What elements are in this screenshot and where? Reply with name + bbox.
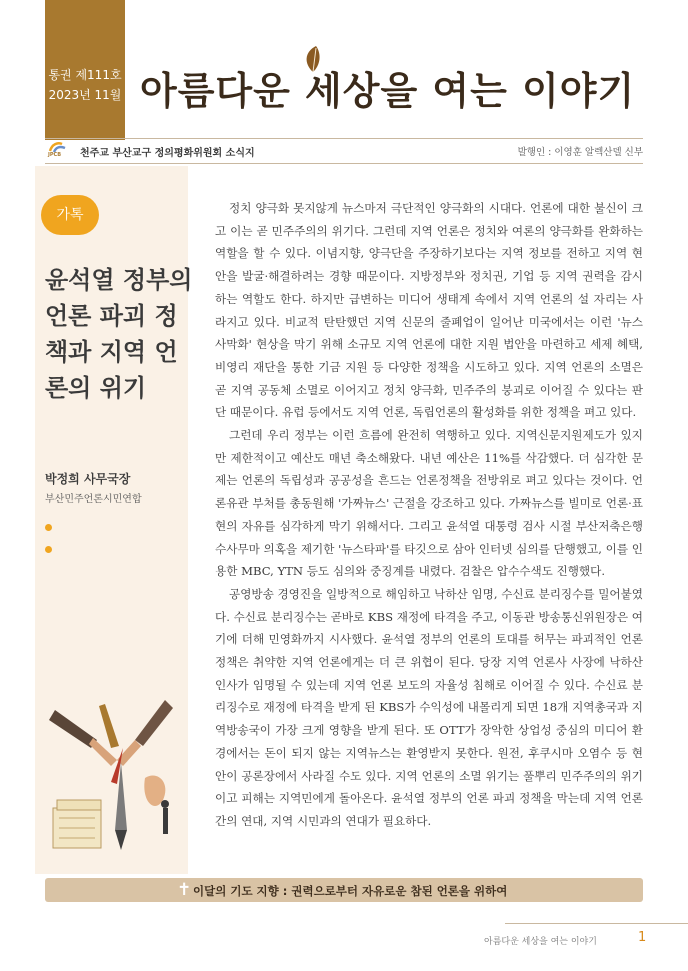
bullet-dot xyxy=(45,546,52,553)
author-affiliation: 부산민주언론시민연합 xyxy=(45,494,142,505)
author-name: 박정희 사무국장 xyxy=(45,472,131,486)
illustration xyxy=(45,690,185,860)
org-name: 천주교 부산교구 정의평화위원회 소식지 xyxy=(80,148,255,159)
article-body xyxy=(215,197,643,833)
prayer-intention-text: 이달의 기도 지향 : 권력으로부터 자유로운 참된 언론을 위하여 xyxy=(193,884,508,898)
article-paragraph: 공영방송 경영진을 일방적으로 해임하고 낙하산 임명, 수신료 분리징수를 밀어붙였다. 수신료 분리징수는 곧바로 KBS 재정에 타격을 주고, 이동관 방송통신위원장은 여기에 더해 민영화까지 시사했다. 윤석열 정부의 언론의 토대를 허무는 파괴적인 언론정책은 취약한 지역 언론에게는 더 큰 위협이 된다. 당장 지역 언론사 사장에 낙하산 인사가 임명될 수 있는데 지역 언론 보도의 자율성 침해로 이어질 수 있다. 수신료 분리징수로 재정에 타격을 받게 된 KBS가 수익성에 내몰리게 되면 18개 지역총국과 지역방송국이 가장 크게 영향을 받게 된다. 또 OTT가 장악한 상업성 중심의 미디어 환경에서는 돈이 되지 않는 지역뉴스는 환영받지 못한다. 원전, 후쿠시마 오염수 등 현안이 공론장에서 사라질 수도 있다. 지역 언론의 소멸 위기는 풀뿌리 민주주의의 위기이고 피해는 지역민에게 돌아온다. 윤석열 정부의 언론 파괴 정책을 막는데 지역 언론 간의 연대, 지역 시민과의 연대가 필요하다. xyxy=(215,586,643,828)
masthead-title: 아름다운 세상을 여는 이야기 xyxy=(140,68,636,113)
article-paragraph: 그런데 우리 정부는 이런 흐름에 완전히 역행하고 있다. 지역신문지원제도가 있지만 제한적이고 예산도 매년 축소해왔다. 내년 예산은 11%를 삭감했다. 더 심각한 문제는 언론의 독립성과 공공성을 흔드는 언론정책을 전방위로 펴고 있다는 것이다. 언론유관 부처를 총동원해 '가짜뉴스' 근절을 강조하고 있다. 가짜뉴스를 빌미로 언론·표현의 자유를 심각하게 막기 위해서다. 그리고 윤석열 대통령 검사 시절 부산저축은행 수사무마 의혹을 제기한 '뉴스타파'를 타깃으로 삼아 인터넷 심의를 단행했고, 이를 인용한 MBC, YTN 등도 심의와 중징계를 내렸다. 검찰은 압수수색도 진행했다. xyxy=(215,428,643,579)
header-divider xyxy=(45,138,643,139)
issue-box xyxy=(45,0,125,140)
logo-text: JPCB xyxy=(48,152,62,158)
article-paragraph: 정치 양극화 못지않게 뉴스마저 극단적인 양극화의 시대다. 언론에 대한 불신이 크고 이는 곧 민주주의의 위기다. 그런데 지역 언론은 정치와 여론의 양극화를 완화하는 역할을 할 수 있다. 이념지향, 양극단을 주장하기보다는 지역 정보를 전하고 지역 현안을 발굴·해결하려는 경향 때문이다. 지방정부와 정치권, 기업 등 지역 권력을 감시하는 역할도 한다. 하지만 급변하는 미디어 생태계 속에서 지역 언론의 설 자리는 사라지고 있다. 비교적 탄탄했던 지역 신문의 줄폐업이 일어난 미국에서는 이런 '뉴스 사막화' 현상을 막기 위해 소규모 지역 언론에 대한 지원 법안을 마련하고 세제 혜택, 비영리 재단을 통한 기금 지원 등 다양한 정책을 시도하고 있다. 지역 언론의 소멸은 곧 지역 공동체 소멸로 이어지고 정치 양극화, 민주주의 붕괴로 이어질 수 있다는 판단 때문이다. 유럽 등에서도 지역 언론, 독립언론의 활성화를 위한 정책을 펴고 있다. xyxy=(215,201,643,420)
issue-number: 통권 제111호 xyxy=(48,68,122,82)
cross-icon: ✝ xyxy=(177,880,192,900)
publisher: 발행인 : 이영훈 알렉산델 신부 xyxy=(517,147,643,158)
bullet-dot xyxy=(45,524,52,531)
footer-title: 아름다운 세상을 여는 이야기 xyxy=(484,937,597,947)
article-title: 윤석열 정부의 언론 파괴 정책과 지역 언론의 위기 xyxy=(45,266,193,402)
prayer-intention-bar xyxy=(45,878,643,902)
page-number: 1 xyxy=(638,930,647,945)
issue-date: 2023년 11월 xyxy=(48,88,122,102)
category-badge: 가톡 xyxy=(41,195,99,235)
header-divider-bottom xyxy=(45,163,643,164)
footer-divider xyxy=(505,923,688,924)
